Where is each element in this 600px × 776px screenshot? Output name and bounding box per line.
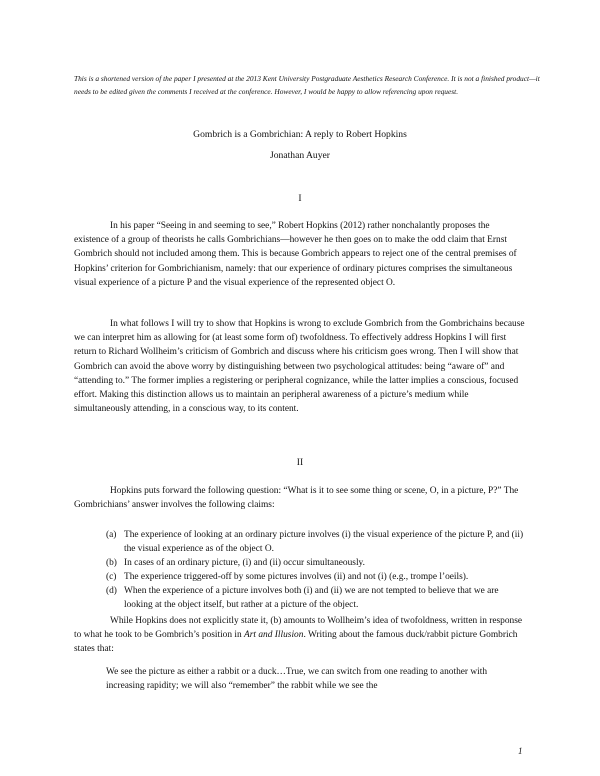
book-title-emphasis: Art and Illusion (244, 630, 304, 641)
page-number: 1 (518, 746, 523, 756)
claim-item (106, 570, 526, 584)
claim-label: (c) (106, 572, 117, 582)
paragraph-2-text: In what follows I will try to show that Hopkins is wrong to exclude Gombrich from the Gombrichains because we can interpret him as allowing for (at least some form of) twofoldness. To effectively address Hopkins I will first return to Richard Wollheim’s criticism of Gombrich and discuss where his criticism goes wrong. Then I will show that Gombrich can avoid the above worry by distinguishing between two psychological attitudes: being “aware of” and “attending to.” The former implies a registering or peripheral cognizance, while the latter implies a conscious, focused effort. Making this distinction allows us to maintain an peripheral awareness of a picture’s medium while simultaneously attending, in a conscious way, to its content. (74, 319, 525, 415)
block-quote: We see the picture as either a rabbit or a duck…True, we can switch from one reading to another with increasing rapidity; we will also “remember” the rabbit while we see the (106, 667, 488, 692)
paper-author: Jonathan Auyer (270, 150, 330, 161)
claim-label: (b) (106, 558, 117, 568)
claim-label: (a) (106, 530, 117, 540)
paragraph-3-text: Hopkins puts forward the following question: “What is it to see some thing or scene, O, in a picture, P?” The Gombrichians’ answer involves the following claims: (74, 486, 519, 511)
paper-title: Gombrich is a Gombrichian: A reply to Robert Hopkins (193, 129, 407, 140)
paragraph-4-text-after: . Writing about the famous duck/rabbit picture Gombrich states that: (74, 630, 518, 655)
preface-note: This is a shortened version of the paper I presented at the 2013 Kent University Postgraduate Aesthetics Research Conference. It is not a finished product—it needs to be edited given the comments I received at the conference. However, I would be happy to allow referencing upon request. (74, 74, 540, 96)
paragraph-1-text: In his paper “Seeing in and seeming to see,” Robert Hopkins (2012) rather nonchalantly proposes the existence of a group of theorists he calls Gombrichians—however he then goes on to make the odd claim that Ernst Gombrich should not included among them. This is because Gombrich appears to reject one of the central premises of Hopkins’ criterion for Gombrichianism, namely: that our experience of ordinary pictures comprises the simultaneous visual experience of a picture P and the visual experience of the represented object O. (74, 221, 517, 288)
claim-item (106, 556, 526, 570)
claim-label: (d) (106, 586, 117, 596)
paragraph-2 (74, 317, 526, 416)
paragraph-4-text-before: While Hopkins does not explicitly state it, (b) amounts to Wollheim’s idea of twofoldness, written in response to what he took to be Gombrich’s position in (74, 616, 523, 641)
claim-text: The experience of looking at an ordinary picture involves (i) the visual experience of the picture P, and (ii) the visual experience as of the object O. (124, 530, 524, 554)
claim-item (106, 528, 526, 556)
claim-text: When the experience of a picture involves both (i) and (ii) we are not tempted to believe that we are looking at the object itself, but rather at a picture of the object. (124, 586, 499, 610)
paragraph-4 (74, 614, 526, 657)
claim-item (106, 584, 526, 612)
section-heading-2: II (296, 457, 304, 468)
claims-list (106, 528, 526, 612)
claim-text: In cases of an ordinary picture, (i) and (ii) occur simultaneously. (124, 558, 365, 568)
claim-text: The experience triggered-off by some pictures involves (ii) and not (i) (e.g., trompe l’oeils). (124, 572, 469, 582)
paragraph-3 (74, 484, 526, 512)
paragraph-1 (74, 219, 526, 290)
section-heading-1: I (298, 193, 302, 204)
